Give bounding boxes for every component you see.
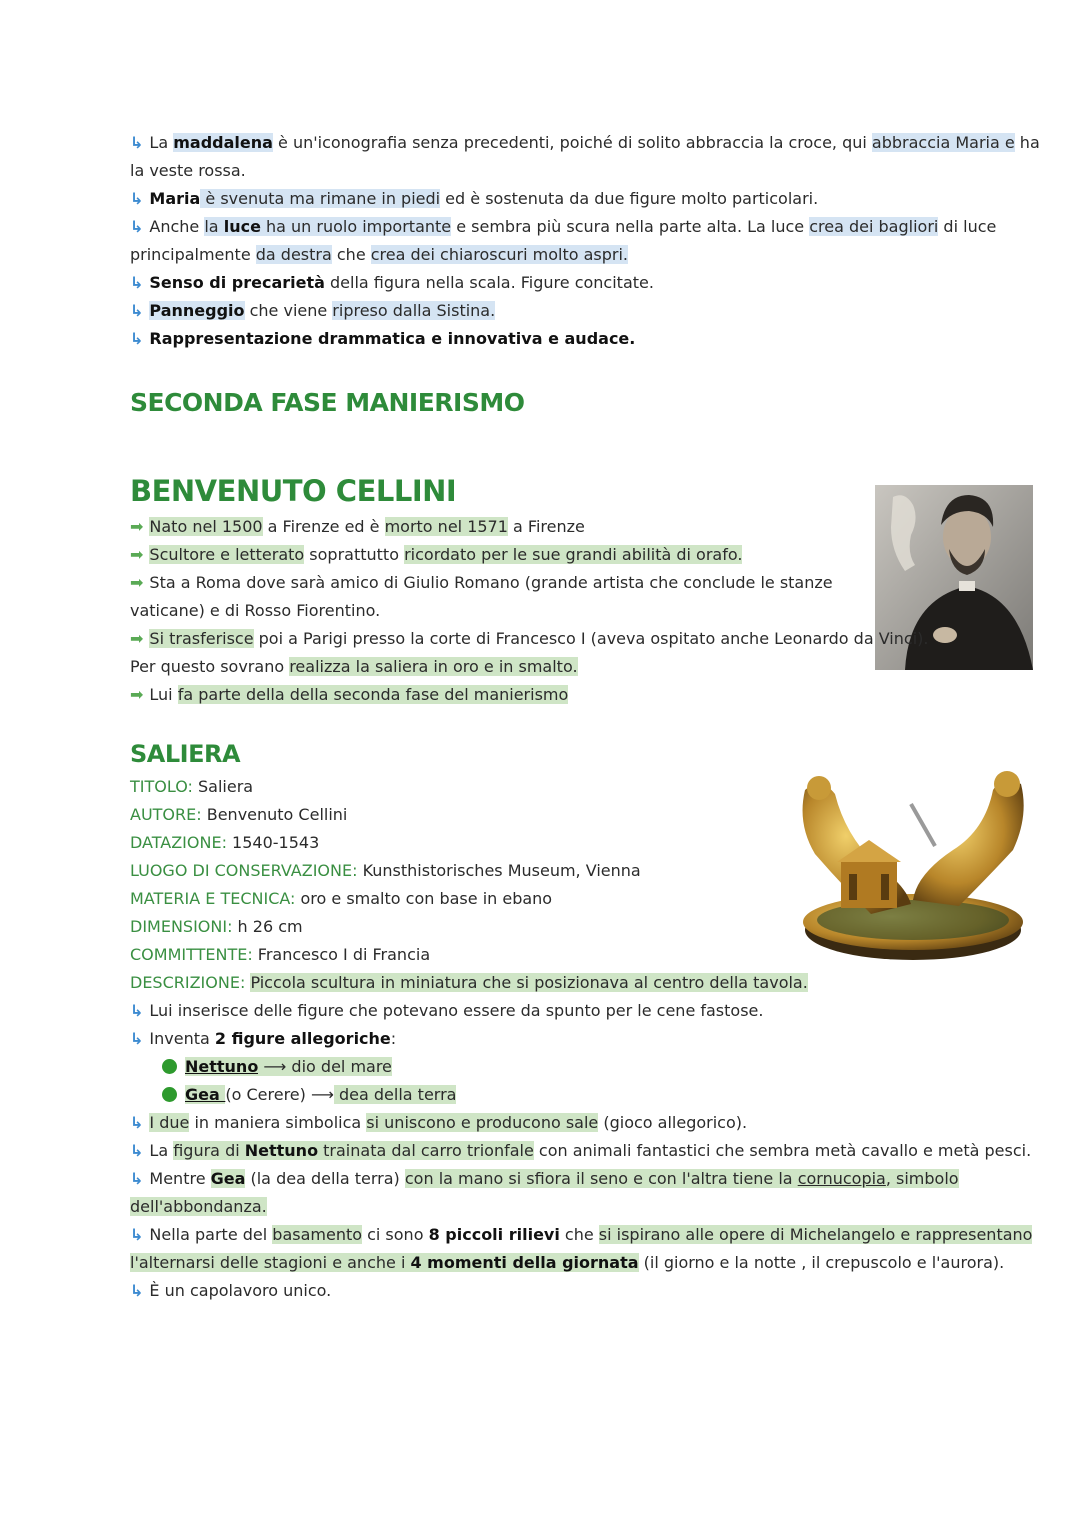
saliera-line: ↳ I due in maniera simbolica si uniscono e producono sale (gioco allegorico). bbox=[130, 1113, 748, 1132]
info-row: COMMITTENTE: Francesco I di Francia bbox=[130, 945, 431, 964]
return-arrow-icon: ↳ bbox=[130, 301, 144, 320]
return-arrow-icon: ↳ bbox=[130, 1169, 144, 1188]
artwork-heading: SALIERA bbox=[130, 740, 241, 768]
info-row: DESCRIZIONE: Piccola scultura in miniatura che si posizionava al centro della tavola. bbox=[130, 973, 808, 992]
long-arrow-icon: ⟶ bbox=[263, 1057, 287, 1076]
right-arrow-icon: ➡ bbox=[130, 517, 144, 536]
return-arrow-icon: ↳ bbox=[130, 1141, 144, 1160]
return-arrow-icon: ↳ bbox=[130, 1281, 144, 1300]
intro-line: principalmente da destra che crea dei chiaroscuri molto aspri. bbox=[130, 245, 628, 264]
saliera-line: l'alternarsi delle stagioni e anche i 4 momenti della giornata (il giorno e la notte , il crepuscolo e l'aurora). bbox=[130, 1253, 1005, 1272]
cellini-line: ➡ Sta a Roma dove sarà amico di Giulio Romano (grande artista che conclude le stanze bbox=[130, 573, 833, 592]
intro-line: ↳ Anche la luce ha un ruolo importante e sembra più scura nella parte alta. La luce crea dei bagliori di luce bbox=[130, 217, 997, 236]
intro-line: la veste rossa. bbox=[130, 161, 246, 180]
info-row: DIMENSIONI: h 26 cm bbox=[130, 917, 303, 936]
return-arrow-icon: ↳ bbox=[130, 329, 144, 348]
cellini-line: Per questo sovrano realizza la saliera in oro e in smalto. bbox=[130, 657, 578, 676]
saliera-line: ↳ Mentre Gea (la dea della terra) con la mano si sfiora il seno e con l'altra tiene la cornucopia, simbolo bbox=[130, 1169, 959, 1188]
return-arrow-icon: ↳ bbox=[130, 189, 144, 208]
right-arrow-icon: ➡ bbox=[130, 629, 144, 648]
saliera-line: ↳ Lui inserisce delle figure che potevano essere da spunto per le cene fastose. bbox=[130, 1001, 764, 1020]
return-arrow-icon: ↳ bbox=[130, 273, 144, 292]
long-arrow-icon: ⟶ bbox=[310, 1085, 334, 1104]
info-row: DATAZIONE: 1540-1543 bbox=[130, 833, 320, 852]
return-arrow-icon: ↳ bbox=[130, 1001, 144, 1020]
cellini-section bbox=[130, 513, 928, 709]
cellini-line: ➡ Nato nel 1500 a Firenze ed è morto nel 1571 a Firenze bbox=[130, 517, 585, 536]
return-arrow-icon: ↳ bbox=[130, 1225, 144, 1244]
saliera-line: ↳ È un capolavoro unico. bbox=[130, 1281, 332, 1300]
intro-line: ↳ Senso di precarietà della figura nella scala. Figure concitate. bbox=[130, 273, 654, 292]
return-arrow-icon: ↳ bbox=[130, 217, 144, 236]
info-row: LUOGO DI CONSERVAZIONE: Kunsthistorisches Museum, Vienna bbox=[130, 861, 641, 880]
cellini-line: ➡ Lui fa parte della della seconda fase del manierismo bbox=[130, 685, 569, 704]
bullet-dot-icon bbox=[162, 1059, 177, 1074]
artwork-info bbox=[130, 773, 1032, 1305]
artist-heading: BENVENUTO CELLINI bbox=[130, 474, 457, 508]
intro-section bbox=[130, 129, 1040, 353]
info-row: MATERIA E TECNICA: oro e smalto con base in ebano bbox=[130, 889, 553, 908]
info-row: TITOLO: Saliera bbox=[130, 777, 254, 796]
intro-line: ↳ Maria è svenuta ma rimane in piedi ed è sostenuta da due figure molto particolari. bbox=[130, 189, 819, 208]
right-arrow-icon: ➡ bbox=[130, 545, 144, 564]
return-arrow-icon: ↳ bbox=[130, 133, 144, 152]
right-arrow-icon: ➡ bbox=[130, 573, 144, 592]
cellini-line: vaticane) e di Rosso Fiorentino. bbox=[130, 601, 381, 620]
saliera-bullet: Nettuno ⟶ dio del mare bbox=[130, 1053, 1032, 1081]
return-arrow-icon: ↳ bbox=[130, 1029, 144, 1048]
info-row: AUTORE: Benvenuto Cellini bbox=[130, 805, 348, 824]
saliera-line: dell'abbondanza. bbox=[130, 1197, 267, 1216]
cellini-line: ➡ Scultore e letterato soprattutto ricordato per le sue grandi abilità di orafo. bbox=[130, 545, 743, 564]
saliera-line: ↳ La figura di Nettuno trainata dal carro trionfale con animali fantastici che sembra metà cavallo e metà pesci. bbox=[130, 1141, 1032, 1160]
section-heading: SECONDA FASE MANIERISMO bbox=[130, 388, 525, 417]
saliera-bullet: Gea (o Cerere) ⟶ dea della terra bbox=[130, 1081, 1032, 1109]
right-arrow-icon: ➡ bbox=[130, 685, 144, 704]
cellini-line: ➡ Si trasferisce poi a Parigi presso la corte di Francesco I (aveva ospitato anche Leonardo da Vinci). bbox=[130, 629, 929, 648]
saliera-line: ↳ Nella parte del basamento ci sono 8 piccoli rilievi che si ispirano alle opere di Michelangelo e rappresentano bbox=[130, 1225, 1033, 1244]
saliera-line: ↳ Inventa 2 figure allegoriche: bbox=[130, 1029, 397, 1048]
return-arrow-icon: ↳ bbox=[130, 1113, 144, 1132]
intro-line: ↳ La maddalena è un'iconografia senza precedenti, poiché di solito abbraccia la croce, qui abbraccia Maria e ha bbox=[130, 133, 1040, 152]
intro-line: ↳ Rappresentazione drammatica e innovativa e audace. bbox=[130, 329, 636, 348]
intro-line: ↳ Panneggio che viene ripreso dalla Sistina. bbox=[130, 301, 496, 320]
bullet-dot-icon bbox=[162, 1087, 177, 1102]
